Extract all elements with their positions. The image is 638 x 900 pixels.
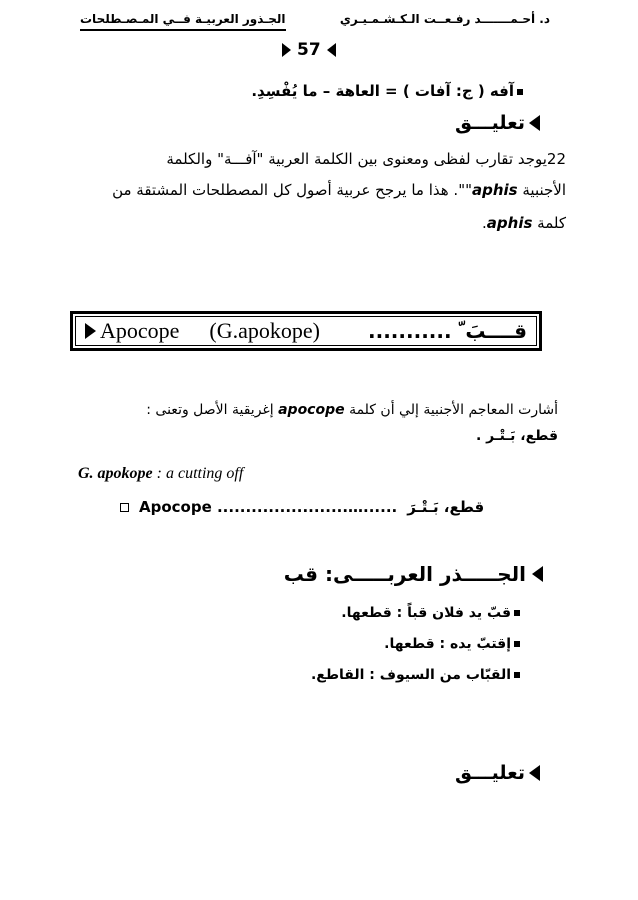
aphis-word-2: aphis xyxy=(486,214,533,232)
triangle-left-icon xyxy=(327,43,336,57)
arrow-left-icon xyxy=(529,115,540,131)
square-bullet-icon xyxy=(514,672,520,678)
term-arabic: قــــبَ ّ ........... xyxy=(368,319,527,343)
apocope-arabic: قطع، بَـتْـرَ xyxy=(407,498,485,516)
square-bullet-icon xyxy=(514,610,520,616)
apocope-line xyxy=(120,498,484,516)
comment-para-line-2 xyxy=(112,181,566,199)
para-line2-post: "". هذا ما يرجح عربية أصول كل المصطلحات المشتقة من xyxy=(112,181,472,199)
hollow-square-bullet-icon xyxy=(120,503,129,512)
square-bullet-icon xyxy=(514,641,520,647)
greek-gloss xyxy=(78,465,243,483)
comment-heading-2 xyxy=(455,762,540,784)
gloss-term: G. apokope xyxy=(78,465,153,482)
comment-heading-text: تعليـــق xyxy=(455,112,525,134)
reference-line-1 xyxy=(146,402,558,418)
para-line3-pre: كلمة xyxy=(532,214,566,232)
aphis-word: aphis xyxy=(472,181,518,199)
afah-text: آفه ( ج: آفات ) = العاهة – ما يُفْسِدِ. xyxy=(251,82,514,100)
header-book-title: الجـذور العربيـة فــي المـصـطلحات xyxy=(80,12,286,31)
example-3 xyxy=(311,667,520,683)
term-box-latin xyxy=(85,318,320,344)
root-heading-text: الجـــــذر العربـــــى: قب xyxy=(283,562,526,586)
example-2 xyxy=(384,636,520,652)
comment-heading-2-text: تعليـــق xyxy=(455,762,525,784)
example-1-text: قبّ يد فلان قباً : قطعها. xyxy=(341,605,511,621)
comment-heading xyxy=(455,112,540,134)
header-author: د. أحـمـــــــد رفـعــت الـكـشـمـيـري xyxy=(339,12,550,26)
page-number xyxy=(282,40,336,60)
example-1 xyxy=(341,605,520,621)
afah-line xyxy=(251,82,523,100)
term-greek: (G.apokope) xyxy=(209,318,320,343)
arrow-left-icon xyxy=(532,566,543,582)
apocope-word: apocope xyxy=(278,402,345,418)
para-line2-pre: الأجنبية xyxy=(517,181,566,199)
reference-line-2: قطع، بَـتْـر . xyxy=(475,428,558,444)
apocope-english: Apocope .......................…...... xyxy=(139,498,398,516)
root-heading xyxy=(284,562,543,586)
gloss-meaning: : a cutting off xyxy=(152,465,244,482)
page-number-text: 57 xyxy=(297,40,321,60)
term-latin: Apocope xyxy=(100,318,180,343)
para-line3-post: . xyxy=(482,214,487,232)
triangle-right-icon xyxy=(282,43,291,57)
example-2-text: إقتبّ يده : قطعها. xyxy=(384,636,511,652)
square-bullet-icon xyxy=(517,89,523,95)
example-3-text: القبّاب من السيوف : القاطع. xyxy=(310,667,511,683)
term-box xyxy=(70,311,542,351)
comment-para-line-3 xyxy=(482,214,566,232)
ref-line1-post: إغريقية الأصل وتعنى : xyxy=(146,402,279,418)
arrow-right-icon xyxy=(85,323,96,339)
comment-para-line-1: 22يوجد تقارب لفظى ومعنوى بين الكلمة العربية "آفـــة" والكلمة xyxy=(166,150,566,168)
ref-line1-pre: أشارت المعاجم الأجنبية إلي أن كلمة xyxy=(344,402,558,418)
arrow-left-icon xyxy=(529,765,540,781)
